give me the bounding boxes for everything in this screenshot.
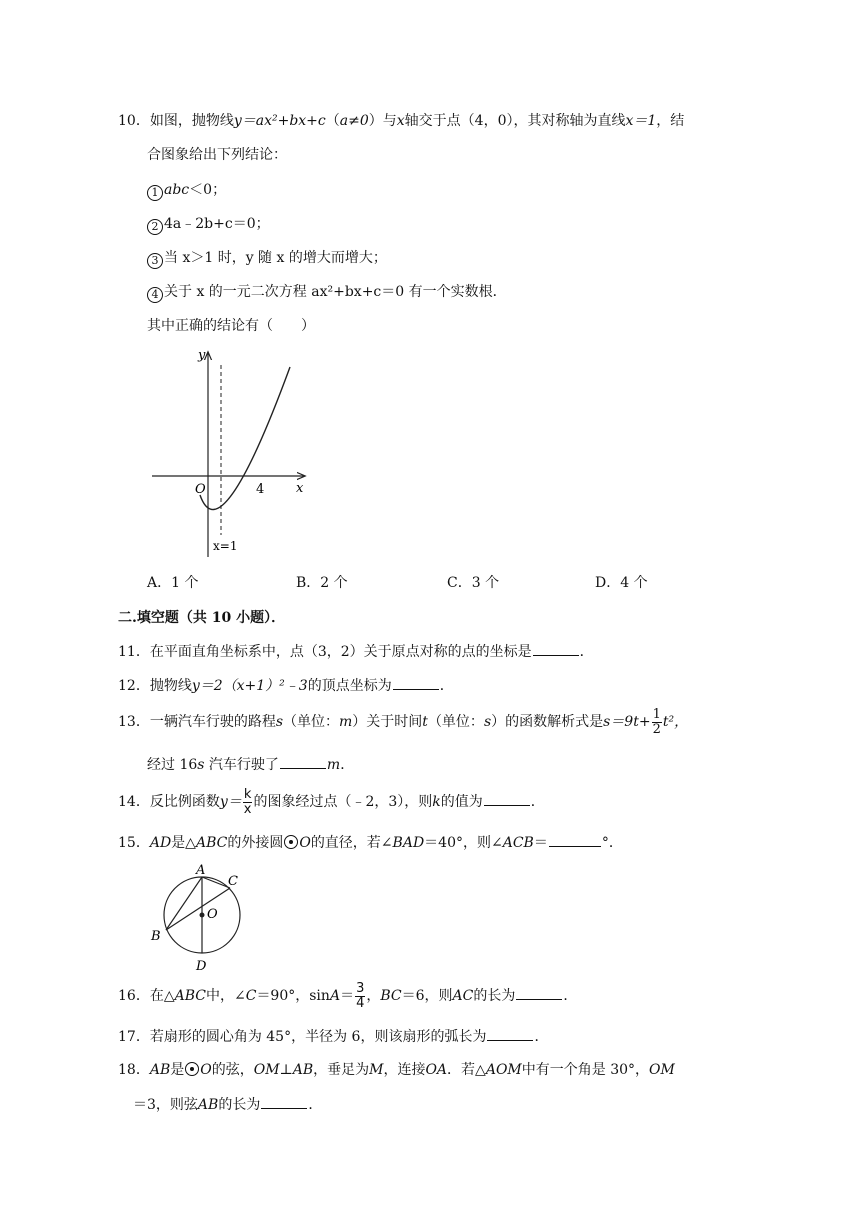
q17-number: 17．: [118, 1029, 150, 1045]
point-label-c: C: [228, 874, 238, 889]
q10-parabola-expr: y＝ax²+bx+c: [233, 113, 326, 129]
q16-text-b: 中，∠: [205, 988, 246, 1004]
q18-end: ．: [308, 1097, 323, 1113]
q13-fraction: [652, 708, 662, 737]
q16-text-e: ，: [366, 988, 381, 1004]
answer-blank[interactable]: [533, 641, 579, 656]
circle-dot-icon: [284, 835, 298, 849]
q13-text-d: （单位：: [427, 714, 484, 730]
q18-l2-a: ＝3，则弦: [133, 1097, 198, 1113]
q16-ABC: ABC: [174, 988, 206, 1004]
q15-text-b: 的外接圆: [227, 835, 284, 851]
q10-text-b: （: [325, 113, 340, 129]
q10-x: x: [396, 113, 405, 129]
q13-s: s: [275, 714, 284, 730]
q11: [118, 641, 594, 662]
q14-frac-den: x: [243, 801, 252, 817]
q18-OM: OM: [253, 1062, 280, 1078]
q16-text-f: ＝6，则: [401, 988, 453, 1004]
q16-C: C: [245, 988, 257, 1004]
q13-line1: [118, 707, 688, 737]
tick-label-4: 4: [256, 482, 265, 497]
q18-text-f: ．若△: [447, 1062, 486, 1078]
q15-end: °．: [601, 835, 623, 851]
q12-number: 12．: [118, 678, 150, 694]
q13-m: m: [339, 714, 353, 730]
q13-l2-a: 经过 16: [147, 757, 198, 773]
q14-y: y＝: [219, 794, 242, 810]
q10-number: 10．: [118, 113, 150, 129]
q16-A: A: [329, 988, 341, 1004]
q18-text-d: ，垂足为: [313, 1062, 370, 1078]
circled-number-1: 1: [147, 185, 163, 201]
q17: [118, 1026, 548, 1047]
circled-number-2: 2: [147, 219, 163, 235]
q15-text-e: ＝: [533, 835, 548, 851]
q14-number: 14．: [118, 794, 150, 810]
q18-OM2: OM: [649, 1062, 675, 1078]
q10-option-a: A．1 个: [147, 575, 199, 591]
q15-text-d: ＝40°，则∠: [424, 835, 503, 851]
q15-BAD: BAD: [392, 835, 425, 851]
q14-fraction: [243, 788, 253, 817]
q18-line2: [133, 1094, 322, 1115]
q10-axis-expr: x＝1: [625, 113, 657, 129]
point-label-o: O: [207, 907, 218, 922]
q16-text-d: ＝: [340, 988, 355, 1004]
answer-blank[interactable]: [549, 832, 601, 847]
q14-text-a: 反比例函数: [149, 794, 220, 810]
q13-text-b: （单位：: [283, 714, 340, 730]
q13-l2-s: s: [197, 757, 205, 773]
q15-number: 15．: [118, 835, 150, 851]
q14-k: k: [432, 794, 441, 810]
q18-number: 18．: [118, 1062, 150, 1078]
q11-end: ．: [579, 644, 594, 660]
q18-line1: [118, 1060, 675, 1080]
answer-blank[interactable]: [280, 754, 326, 769]
q10-option-d: D．4 个: [595, 575, 648, 591]
q16-text-c: ＝90°，sin: [256, 988, 330, 1004]
chord-AB: [166, 877, 202, 930]
q16-fraction: [355, 982, 365, 1011]
q13-text-c: ）关于时间: [352, 714, 423, 730]
q10-statement-3: [147, 248, 387, 269]
x-axis-label: x: [296, 481, 304, 496]
answer-blank[interactable]: [261, 1094, 307, 1109]
q13-expr2: t²，: [662, 714, 689, 730]
q14-end: ．: [530, 794, 545, 810]
q10-line2: 合图象给出下列结论：: [147, 147, 287, 163]
q13-expr: s＝9t+: [603, 714, 651, 730]
q13-number: 13．: [118, 714, 150, 730]
q16-frac-den: 4: [356, 995, 365, 1011]
q18-text-g: 中有一个角是 30°，: [521, 1062, 650, 1078]
q14-text-c: 的值为: [440, 794, 483, 810]
q18-text-e: ，连接: [383, 1062, 426, 1078]
q10-option-c: C．3 个: [447, 575, 500, 591]
q16-BC: BC: [380, 988, 402, 1004]
q16: [118, 981, 577, 1011]
origin-label: O: [195, 482, 206, 497]
q13-l2-m: m: [326, 757, 341, 773]
q11-text: 在平面直角坐标系中，点（3，2）关于原点对称的点的坐标是: [149, 644, 532, 660]
q18-l2-b: 的长为: [218, 1097, 261, 1113]
q14-frac-num: k: [243, 786, 252, 802]
q18-AB2: AB: [292, 1062, 314, 1078]
q15-O: O: [299, 835, 311, 851]
q10-prompt: 其中正确的结论有（ ）: [147, 318, 315, 334]
q16-text-g: 的长为: [473, 988, 516, 1004]
q15-ABC: ABC: [195, 835, 228, 851]
q12-end: ．: [439, 678, 454, 694]
circled-number-4: 4: [147, 287, 163, 303]
q10-s4-text: 关于 x 的一元二次方程 ax²+bx+c＝0 有一个实数根．: [164, 284, 507, 300]
q10-statement-1: [147, 180, 226, 201]
q18-AOM: AOM: [485, 1062, 522, 1078]
chord-AC: [202, 877, 230, 888]
q10-text-d: 轴交于点（4，0），其对称轴为直线: [404, 113, 626, 129]
q13-s2: s: [483, 714, 492, 730]
q10-line1: [118, 111, 684, 131]
q12-text-b: 的顶点坐标为: [307, 678, 392, 694]
q13-l2-b: 汽车行驶了: [204, 757, 279, 773]
q16-number: 16．: [118, 988, 150, 1004]
q18-text-b: 的弦，: [211, 1062, 254, 1078]
q15-text-c: 的直径，若∠: [310, 835, 393, 851]
symmetry-axis-label: x=1: [213, 539, 238, 553]
q16-end: ．: [563, 988, 578, 1004]
q13-frac-den: 2: [652, 721, 661, 737]
q17-text: 若扇形的圆心角为 45°，半径为 6，则该扇形的弧长为: [149, 1029, 487, 1045]
q15: [118, 832, 623, 853]
center-dot: [200, 913, 205, 918]
q17-end: ．: [534, 1029, 549, 1045]
answer-blank[interactable]: [516, 985, 562, 1000]
q15-text-a: 是△: [171, 835, 196, 851]
q18-O: O: [200, 1062, 212, 1078]
q10-statement-4: [147, 282, 507, 303]
q16-frac-num: 3: [356, 980, 365, 996]
q13-end: ．: [340, 757, 355, 773]
q13-text-a: 一辆汽车行驶的路程: [149, 714, 276, 730]
q18-AB: AB: [149, 1062, 171, 1078]
q13-frac-num: 1: [652, 706, 661, 722]
q12-expr: y＝2（x+1）²﹣3: [191, 678, 308, 694]
section-title: 二.填空题（共 10 小题）．: [118, 610, 286, 626]
parabola-graph: [148, 345, 318, 560]
q10-s3-text: 当 x＞1 时，y 随 x 的增大而增大；: [164, 250, 387, 266]
q15-AD: AD: [149, 835, 172, 851]
q18-OA: OA: [425, 1062, 448, 1078]
q18-l2-AB: AB: [197, 1097, 219, 1113]
parabola-curve: [200, 367, 290, 510]
q14: [118, 787, 545, 817]
y-axis-label: y: [198, 348, 206, 363]
q18-text-a: 是: [170, 1062, 185, 1078]
q10-s1-expr: abc: [164, 182, 190, 198]
q10-s1-tail: ＜0；: [189, 182, 227, 198]
point-label-a: A: [196, 863, 206, 878]
chord-BC: [166, 888, 230, 930]
q16-AC: AC: [452, 988, 474, 1004]
circled-number-3: 3: [147, 253, 163, 269]
point-label-d: D: [196, 959, 207, 974]
answer-blank[interactable]: [393, 675, 439, 690]
q10-statement-2: [147, 214, 270, 235]
q10-text-c: ）与: [368, 113, 397, 129]
answer-blank[interactable]: [487, 1026, 533, 1041]
q12: [118, 675, 454, 696]
q10-condition: a≠0: [339, 113, 369, 129]
answer-blank[interactable]: [484, 791, 530, 806]
q16-text-a: 在△: [149, 988, 175, 1004]
circle-figure: [148, 860, 258, 975]
q11-number: 11．: [118, 644, 150, 660]
q13-text-e: ）的函数解析式是: [491, 714, 604, 730]
q15-ACB: ACB: [502, 835, 534, 851]
q14-text-b: 的图象经过点（﹣2，3），则: [253, 794, 433, 810]
circle-dot-icon: [185, 1062, 199, 1076]
q13-line2: [147, 754, 354, 775]
q10-text-a: 如图，抛物线: [149, 113, 234, 129]
q10-text-e: ，结: [656, 113, 685, 129]
q18-M: M: [369, 1062, 384, 1078]
q10-s2-text: 4a﹣2b+c＝0；: [164, 216, 270, 232]
q13-t: t: [422, 714, 428, 730]
q12-text-a: 抛物线: [149, 678, 192, 694]
q10-option-b: B．2 个: [296, 575, 348, 591]
point-label-b: B: [151, 929, 161, 944]
q18-text-c: ⊥: [279, 1062, 293, 1078]
